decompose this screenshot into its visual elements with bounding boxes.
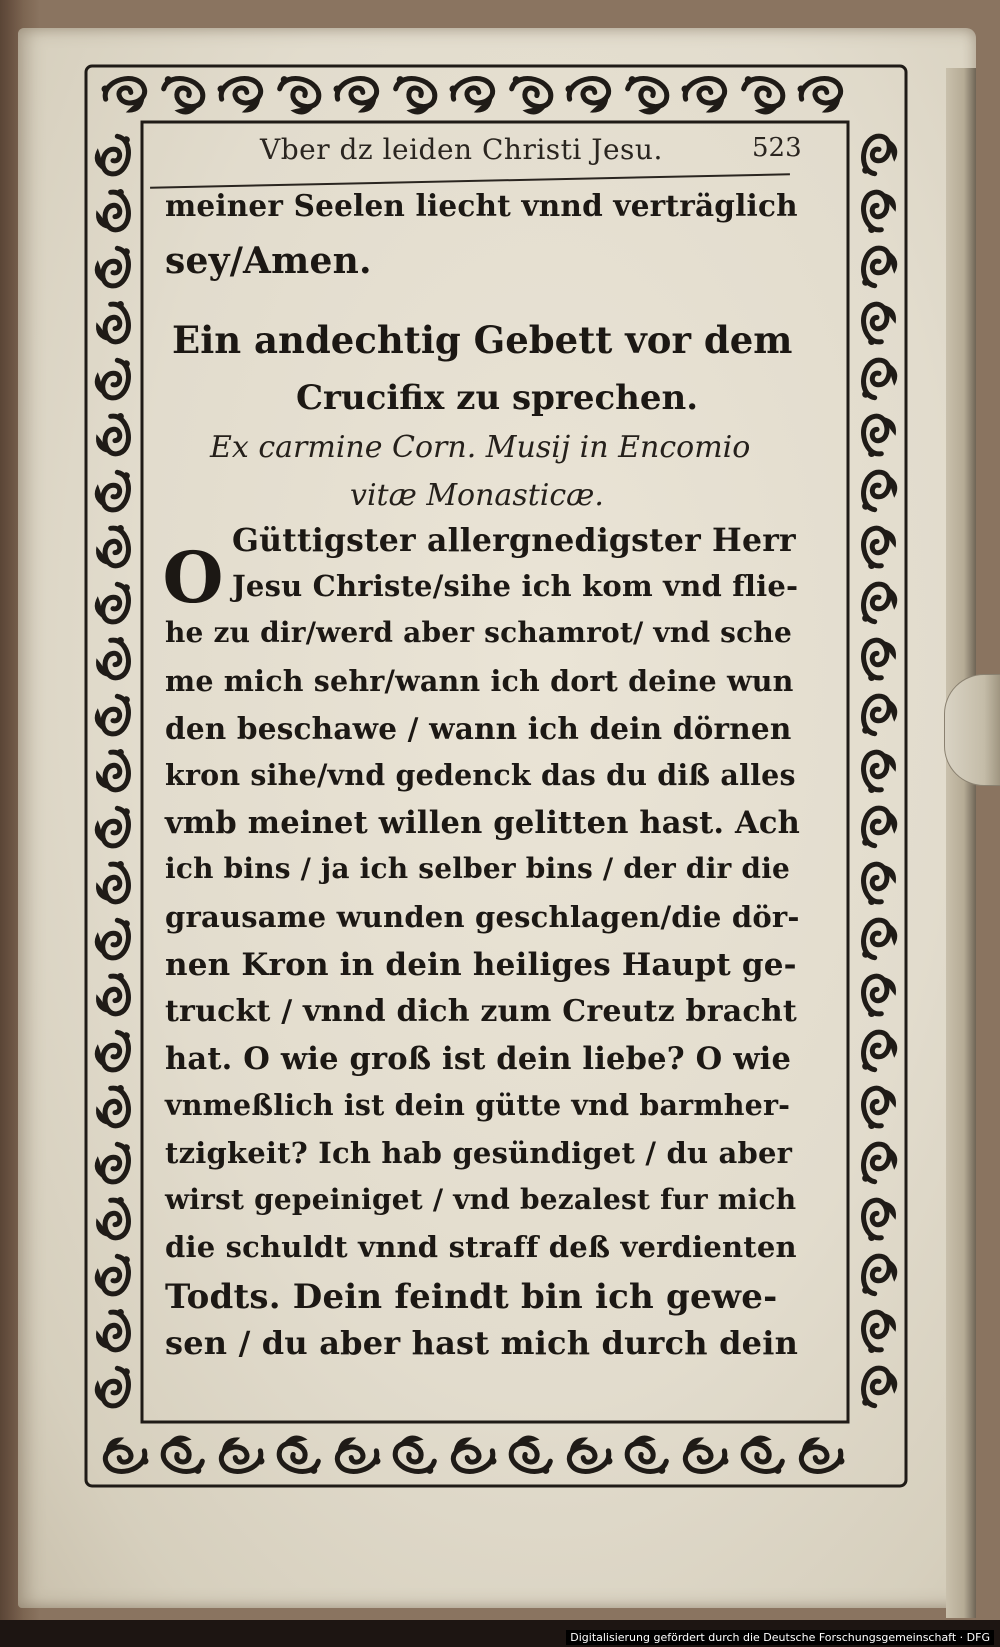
page-edge (946, 68, 976, 1618)
footer-credit: Digitalisierung gefördert durch die Deutsche Forschungsgemeinschaft · DFG (566, 1630, 994, 1645)
prayer-body-line-16: die schuldt vnnd straff deß verdienten (165, 1230, 797, 1264)
prayer-body-line-1: Güttigster allergnedigster Herr (232, 522, 796, 559)
prayer-body-line-12: hat. O wie groß ist dein liebe? O wie (165, 1041, 792, 1078)
prayer-title-line-2: Crucifix zu sprechen. (296, 378, 699, 418)
continuation-line-2: sey/Amen. (165, 240, 372, 282)
prayer-body-line-14: tzigkeit? Ich hab gesündiget / du aber (165, 1135, 793, 1170)
page-number: 523 (752, 133, 802, 163)
prayer-body-line-10: nen Kron in dein heiliges Haupt ge- (165, 946, 797, 983)
prayer-title-line-1: Ein andechtig Gebett vor dem (172, 318, 793, 362)
prayer-source-line-1: Ex carmine Corn. Musij in Encomio (210, 430, 751, 465)
prayer-body-line-2: Jesu Christe/sihe ich kom vnd flie- (232, 569, 799, 604)
prayer-body-line-7: vmb meinet willen gelitten hast. Ach (165, 805, 801, 842)
running-head (260, 133, 820, 166)
prayer-body-line-3: he zu dir/werd aber schamrot/ vnd sche (165, 616, 792, 650)
prayer-body-line-9: grausame wunden geschlagen/die dör- (165, 899, 800, 934)
prayer-body-line-11: truckt / vnnd dich zum Creutz bracht (165, 994, 797, 1029)
prayer-body-line-8: ich bins / ja ich selber bins / der dir die (165, 852, 791, 886)
prayer-body-line-18: sen / du aber hast mich durch dein (165, 1324, 799, 1363)
page-clip (944, 674, 1000, 786)
prayer-body-line-15: wirst gepeiniget / vnd bezalest fur mich (165, 1182, 797, 1216)
prayer-body-line-4: me mich sehr/wann ich dort deine wun (165, 663, 794, 698)
running-head-text: Vber dz leiden Christi Jesu. (260, 133, 663, 166)
prayer-body-line-17: Todts. Dein feindt bin ich gewe- (165, 1277, 778, 1318)
prayer-body-line-5: den beschawe / wann ich dein dörnen (165, 710, 792, 746)
prayer-body-line-6: kron sihe/vnd gedenck das du diß alles (165, 758, 796, 792)
prayer-body-line-13: vnmeßlich ist dein gütte vnd barmher- (165, 1088, 791, 1123)
drop-initial: O (162, 536, 224, 619)
continuation-line-1: meiner Seelen liecht vnnd verträglich (165, 188, 798, 223)
prayer-source-line-2: vitæ Monasticæ. (350, 478, 604, 513)
